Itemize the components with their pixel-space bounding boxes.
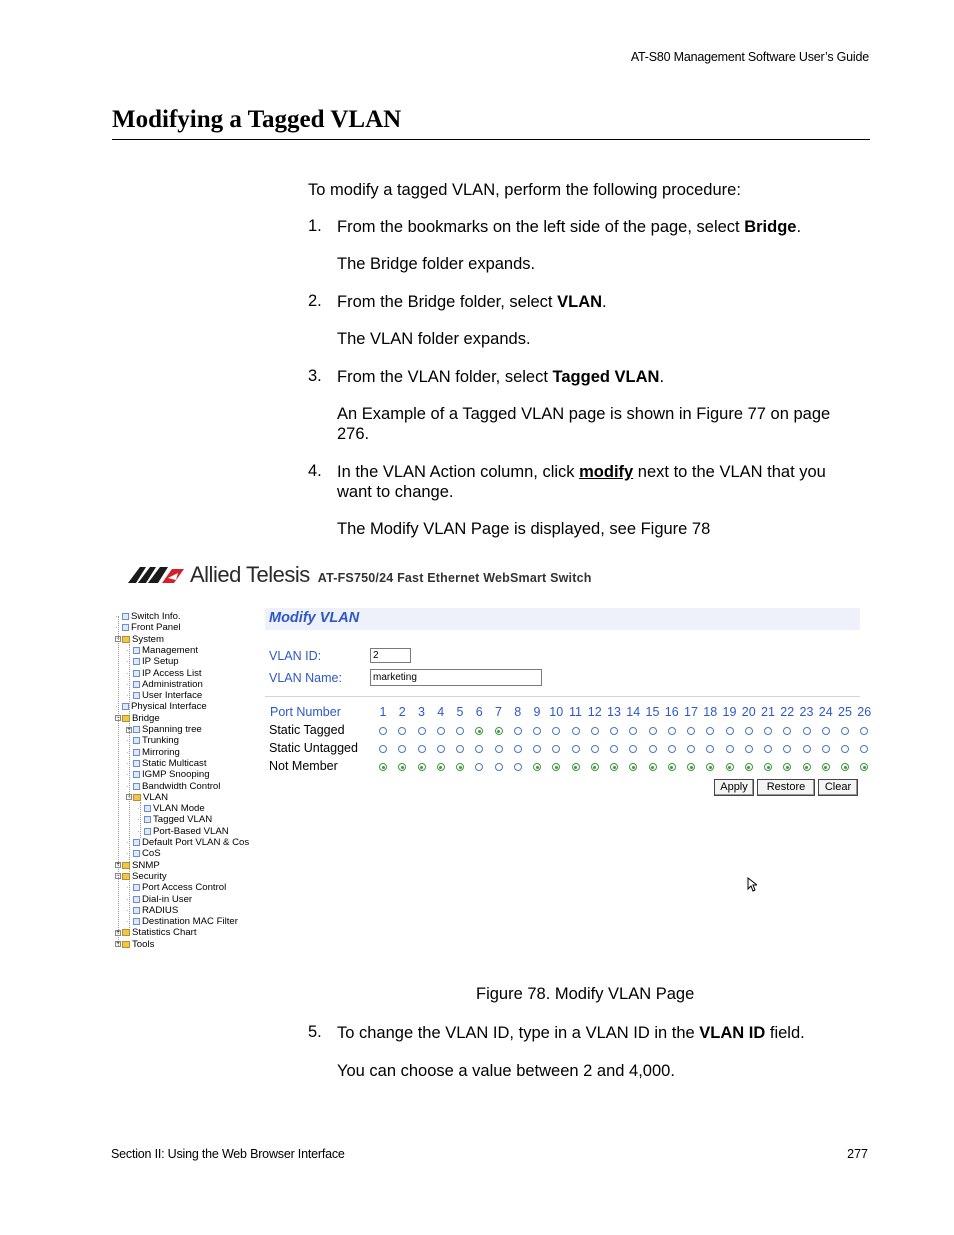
radio-static-untagged-port[interactable] — [475, 745, 483, 753]
apply-button[interactable]: Apply — [714, 779, 754, 796]
tree-item-label: Bridge — [132, 712, 160, 724]
tree-connector: · — [137, 826, 140, 836]
port-number: 26 — [857, 705, 872, 719]
radio-static-tagged-port[interactable] — [629, 727, 637, 735]
radio-static-tagged-port[interactable] — [514, 727, 522, 735]
page-icon — [133, 884, 140, 891]
tree-item-label: IGMP Snooping — [142, 769, 210, 781]
radio-static-untagged-port[interactable] — [398, 745, 406, 753]
running-header: AT-S80 Management Software User’s Guide — [630, 50, 869, 64]
tree-item-label: SNMP — [132, 859, 160, 871]
tree-item-label: Port Access Control — [142, 882, 227, 894]
page-icon — [133, 692, 140, 699]
tree-item-label: Trunking — [142, 735, 179, 747]
radio-static-tagged-port[interactable] — [764, 727, 772, 735]
port-number: 15 — [645, 705, 660, 719]
step-number: 2. — [308, 292, 322, 310]
radio-static-untagged-port[interactable] — [783, 745, 791, 753]
radio-not-member-port[interactable] — [764, 763, 772, 771]
radio-static-tagged-port[interactable] — [860, 727, 868, 735]
tree-item-label: User Interface — [142, 690, 203, 702]
page-icon — [133, 760, 140, 767]
vlan-name-field[interactable] — [370, 669, 542, 686]
title-rule — [112, 139, 870, 140]
folder-icon — [122, 873, 130, 880]
page-icon — [122, 703, 129, 710]
page-icon — [133, 850, 140, 857]
radio-static-tagged-port[interactable] — [398, 727, 406, 735]
clear-button[interactable]: Clear — [818, 779, 858, 796]
tree-item-label: VLAN — [143, 791, 169, 803]
radio-not-member-port[interactable] — [706, 763, 714, 771]
tree-item-vlan-mode[interactable] — [137, 803, 205, 814]
radio-not-member-port[interactable] — [803, 763, 811, 771]
tree-connector: · — [137, 815, 140, 825]
page-number: 277 — [847, 1147, 868, 1161]
tree-connector: · — [126, 645, 129, 655]
page-icon — [133, 896, 140, 903]
tree-item-label: Port-Based VLAN — [153, 825, 229, 837]
radio-not-member-port[interactable] — [610, 763, 618, 771]
tree-connector: · — [126, 917, 129, 927]
tree-item-label: Tagged VLAN — [153, 814, 213, 826]
not-member-label: Not Member — [269, 759, 338, 773]
page-icon — [133, 737, 140, 744]
tree-item-user-interface[interactable] — [126, 690, 202, 701]
page-icon — [133, 749, 140, 756]
radio-not-member-port[interactable] — [591, 763, 599, 771]
radio-static-tagged-port[interactable] — [418, 727, 426, 735]
tree-item-label: Spanning tree — [142, 724, 202, 735]
radio-static-untagged-port[interactable] — [552, 745, 560, 753]
port-number: 18 — [703, 705, 718, 719]
radio-static-untagged-port[interactable] — [860, 745, 868, 753]
radio-not-member-port[interactable] — [841, 763, 849, 771]
tree-item-security[interactable] — [115, 871, 167, 882]
step-emphasis: VLAN ID — [699, 1024, 766, 1042]
step-text — [337, 292, 607, 312]
tree-item-label: Switch Info. — [131, 611, 181, 622]
radio-static-tagged-port[interactable] — [610, 727, 618, 735]
tree-item-label: System — [132, 633, 164, 645]
radio-not-member-port[interactable] — [398, 763, 406, 771]
port-number-label: Port Number — [270, 705, 341, 719]
tree-connector: · — [126, 747, 129, 757]
vlan-name-label: VLAN Name: — [269, 671, 342, 685]
radio-not-member-port[interactable] — [783, 763, 791, 771]
page-icon — [144, 828, 151, 835]
radio-not-member-port[interactable] — [495, 763, 503, 771]
port-number: 2 — [398, 705, 406, 719]
radio-static-untagged-port[interactable] — [572, 745, 580, 753]
port-number: 12 — [587, 705, 602, 719]
step-result: The Bridge folder expands. — [337, 255, 536, 273]
port-number: 21 — [761, 705, 775, 719]
vlan-id-field[interactable] — [370, 648, 411, 663]
tree-item-physical-interface[interactable] — [115, 701, 207, 712]
port-number: 4 — [437, 705, 445, 719]
tree-connector: · — [126, 758, 129, 768]
radio-static-tagged-port[interactable] — [379, 727, 387, 735]
folder-icon — [122, 941, 130, 948]
tree-item-cos[interactable] — [126, 848, 161, 859]
radio-not-member-port[interactable] — [552, 763, 560, 771]
tree-connector: · — [126, 657, 129, 667]
tree-item-trunking[interactable] — [126, 735, 179, 746]
radio-not-member-port[interactable] — [687, 763, 695, 771]
product-name: AT-FS750/24 Fast Ethernet WebSmart Switch — [317, 570, 592, 585]
port-number: 11 — [569, 705, 582, 719]
tree-item-label: RADIUS — [142, 904, 179, 916]
page-icon — [133, 839, 140, 846]
port-number: 14 — [626, 705, 641, 719]
step-result-line: 276. — [337, 425, 370, 443]
tree-item-statistics-chart[interactable] — [115, 927, 197, 938]
radio-not-member-port[interactable] — [379, 763, 387, 771]
radio-not-member-port[interactable] — [822, 763, 830, 771]
port-number: 5 — [456, 705, 464, 719]
radio-static-untagged-port[interactable] — [591, 745, 599, 753]
step-text-part: . — [796, 218, 802, 236]
radio-not-member-port[interactable] — [745, 763, 753, 771]
tree-item-label: Default Port VLAN & Cos — [142, 837, 250, 848]
collapse-icon[interactable]: − — [116, 636, 120, 643]
tree-connector: · — [126, 894, 129, 904]
step-result — [337, 404, 830, 444]
radio-static-untagged-port[interactable] — [514, 745, 522, 753]
step-text-part: From the Bridge folder, select — [337, 293, 558, 311]
expand-icon[interactable]: + — [116, 929, 120, 936]
tree-item-label: VLAN Mode — [153, 803, 205, 815]
tree-connector: · — [126, 838, 129, 847]
step-result: The Modify VLAN Page is displayed, see Figure 78 — [337, 520, 711, 538]
tree-item-label: Physical Interface — [131, 701, 207, 713]
step-emphasis: Bridge — [744, 218, 797, 236]
step-result: You can choose a value between 2 and 4,000. — [337, 1062, 675, 1080]
radio-static-tagged-port[interactable] — [591, 727, 599, 735]
radio-static-untagged-port[interactable] — [726, 745, 734, 753]
tree-connector: · — [126, 770, 129, 780]
tree-connector: · — [115, 623, 118, 633]
tree-item-igmp-snooping[interactable] — [126, 769, 210, 780]
restore-button[interactable]: Restore — [757, 779, 815, 796]
step-text-part: From the bookmarks on the left side of the page, select — [337, 218, 745, 236]
tree-item-administration[interactable] — [126, 679, 203, 690]
tree-item-ip-access-list[interactable] — [126, 668, 202, 679]
radio-static-untagged-port[interactable] — [456, 745, 464, 753]
folder-icon — [122, 715, 130, 722]
step-number: 5. — [308, 1023, 322, 1041]
step-text-part: next to the VLAN that you — [633, 463, 826, 481]
tree-item-radius[interactable] — [126, 905, 178, 916]
tree-connector: · — [137, 804, 140, 814]
radio-static-tagged-port[interactable] — [803, 727, 811, 735]
radio-static-untagged-port[interactable] — [533, 745, 541, 753]
step-text — [337, 462, 826, 502]
tree-item-tagged-vlan[interactable] — [137, 814, 212, 825]
radio-static-untagged-port[interactable] — [629, 745, 637, 753]
radio-not-member-port[interactable] — [514, 763, 522, 771]
tree-item-label: Tools — [132, 938, 155, 950]
vendor-logo — [126, 563, 592, 587]
radio-static-untagged-port[interactable] — [418, 745, 426, 753]
step-result-line: An Example of a Tagged VLAN page is shown in Figure 77 on page — [337, 405, 831, 423]
tree-item-system[interactable] — [115, 634, 164, 645]
page-icon — [122, 613, 129, 620]
page-icon — [133, 918, 140, 925]
radio-not-member-port[interactable] — [726, 763, 734, 771]
tree-item-label: Statistics Chart — [132, 927, 197, 939]
radio-not-member-port[interactable] — [572, 763, 580, 771]
tree-connector: · — [115, 702, 118, 712]
page-icon — [133, 670, 140, 677]
divider — [265, 696, 860, 697]
expand-icon[interactable]: + — [127, 726, 131, 733]
port-number: 20 — [741, 705, 756, 719]
page-title: Modify VLAN — [269, 610, 360, 626]
radio-not-member-port[interactable] — [649, 763, 657, 771]
step-text-line: want to change. — [337, 483, 454, 501]
radio-static-untagged-port[interactable] — [745, 745, 753, 753]
tree-connector: · — [126, 736, 129, 746]
mouse-pointer-icon — [747, 877, 757, 892]
radio-static-tagged-port[interactable] — [668, 727, 676, 735]
static-untagged-label: Static Untagged — [269, 741, 358, 755]
tree-item-ip-setup[interactable] — [126, 656, 179, 667]
tree-item-label: IP Access List — [142, 667, 202, 679]
port-number: 13 — [607, 705, 621, 719]
step-number: 1. — [308, 217, 322, 235]
radio-static-tagged-port[interactable] — [495, 727, 503, 735]
intro-text: To modify a tagged VLAN, perform the following procedure: — [308, 181, 741, 199]
radio-not-member-port[interactable] — [456, 763, 464, 771]
radio-static-tagged-port[interactable] — [437, 727, 445, 735]
radio-not-member-port[interactable] — [418, 763, 426, 771]
tree-item-label: Mirroring — [142, 746, 180, 758]
allied-telesis-mark-icon — [126, 566, 186, 584]
collapse-icon[interactable]: − — [127, 794, 131, 801]
radio-static-tagged-port[interactable] — [456, 727, 464, 735]
tree-guide-line — [118, 616, 119, 946]
tree-item-label: Destination MAC Filter — [142, 916, 238, 928]
tree-connector: · — [126, 668, 129, 678]
port-number: 8 — [514, 705, 522, 719]
step-result: The VLAN folder expands. — [337, 330, 531, 348]
radio-not-member-port[interactable] — [437, 763, 445, 771]
port-number: 17 — [684, 705, 698, 719]
port-number: 16 — [664, 705, 679, 719]
tree-item-front-panel[interactable] — [115, 622, 181, 633]
page-icon — [133, 658, 140, 665]
radio-static-tagged-port[interactable] — [687, 727, 695, 735]
radio-static-untagged-port[interactable] — [379, 745, 387, 753]
page-icon — [133, 647, 140, 654]
tree-item-static-multicast[interactable] — [126, 758, 207, 769]
radio-not-member-port[interactable] — [629, 763, 637, 771]
tree-item-label: CoS — [142, 848, 161, 860]
step-text-part: . — [602, 293, 607, 311]
radio-not-member-port[interactable] — [475, 763, 483, 771]
vlan-id-label: VLAN ID: — [269, 649, 322, 663]
tree-connector: · — [126, 883, 129, 893]
step-text — [337, 217, 801, 237]
radio-static-tagged-port[interactable] — [822, 727, 830, 735]
tree-item-label: Dial-in User — [142, 893, 193, 905]
tree-item-label: IP Setup — [142, 656, 179, 668]
step-text-part: To change the VLAN ID, type in a VLAN ID in the — [337, 1024, 700, 1042]
step-text-part: From the VLAN folder, select — [337, 368, 553, 386]
tree-connector: · — [126, 679, 129, 689]
expand-icon[interactable]: + — [116, 862, 120, 869]
step-emphasis: VLAN — [557, 293, 603, 311]
step-text-part: field. — [765, 1024, 805, 1042]
tree-item-spanning-tree[interactable] — [126, 724, 202, 735]
page-icon — [133, 907, 140, 914]
page-icon — [133, 771, 140, 778]
tree-item-vlan[interactable] — [126, 792, 168, 803]
radio-static-untagged-port[interactable] — [803, 745, 811, 753]
tree-item-dial-in-user[interactable] — [126, 894, 192, 905]
radio-static-tagged-port[interactable] — [552, 727, 560, 735]
folder-icon — [122, 636, 130, 643]
radio-static-untagged-port[interactable] — [706, 745, 714, 753]
radio-static-tagged-port[interactable] — [706, 727, 714, 735]
radio-static-tagged-port[interactable] — [533, 727, 541, 735]
modify-link[interactable]: modify — [579, 463, 634, 481]
step-text-part: In the VLAN Action column, click — [337, 463, 580, 481]
tree-item-mirroring[interactable] — [126, 747, 180, 758]
folder-icon — [122, 929, 130, 936]
page-icon — [133, 681, 140, 688]
radio-static-untagged-port[interactable] — [841, 745, 849, 753]
port-number: 23 — [799, 705, 814, 719]
radio-static-untagged-port[interactable] — [764, 745, 772, 753]
radio-not-member-port[interactable] — [860, 763, 868, 771]
folder-icon — [122, 862, 130, 869]
radio-static-tagged-port[interactable] — [726, 727, 734, 735]
port-number: 24 — [818, 705, 833, 719]
radio-static-tagged-port[interactable] — [745, 727, 753, 735]
tree-item-label: Bandwidth Control — [142, 780, 221, 792]
tree-item-bridge[interactable] — [115, 713, 160, 724]
step-text — [337, 1023, 805, 1043]
tree-item-destination-mac-filter[interactable] — [126, 916, 238, 927]
page-icon — [133, 783, 140, 790]
radio-static-untagged-port[interactable] — [437, 745, 445, 753]
tree-item-label: Security — [132, 870, 167, 882]
tree-item-switch-info[interactable] — [115, 611, 181, 622]
radio-static-untagged-port[interactable] — [822, 745, 830, 753]
step-number: 3. — [308, 367, 322, 385]
tree-item-port-access-control[interactable] — [126, 882, 226, 893]
step-text — [337, 367, 664, 387]
step-text-part: . — [659, 368, 665, 386]
radio-static-untagged-port[interactable] — [668, 745, 676, 753]
radio-static-untagged-port[interactable] — [649, 745, 657, 753]
radio-static-tagged-port[interactable] — [649, 727, 657, 735]
static-tagged-label: Static Tagged — [269, 723, 345, 737]
step-number: 4. — [308, 462, 322, 480]
tree-item-label: Static Multicast — [142, 757, 207, 769]
tree-item-tools[interactable] — [115, 939, 154, 950]
section-title: Modifying a Tagged VLAN — [112, 106, 402, 133]
radio-static-untagged-port[interactable] — [687, 745, 695, 753]
tree-item-bandwidth-control[interactable] — [126, 781, 220, 792]
tree-connector: · — [126, 691, 129, 701]
radio-static-untagged-port[interactable] — [610, 745, 618, 753]
port-number: 19 — [722, 705, 737, 719]
figure-caption: Figure 78. Modify VLAN Page — [476, 985, 695, 1003]
port-number: 9 — [533, 705, 541, 719]
port-number: 6 — [475, 705, 483, 719]
tree-item-label: Administration — [142, 678, 203, 690]
collapse-icon[interactable]: − — [116, 873, 120, 880]
step-emphasis: Tagged VLAN — [552, 368, 660, 386]
folder-icon — [133, 794, 141, 801]
radio-static-tagged-port[interactable] — [841, 727, 849, 735]
radio-static-tagged-port[interactable] — [475, 727, 483, 735]
tree-connector: · — [126, 849, 129, 859]
port-number: 3 — [418, 705, 425, 719]
radio-static-untagged-port[interactable] — [495, 745, 503, 753]
tree-item-port-based-vlan[interactable] — [137, 826, 229, 837]
expand-icon[interactable]: + — [116, 941, 120, 948]
logo-text: Allied Telesis — [190, 562, 310, 587]
collapse-icon[interactable]: − — [116, 715, 120, 722]
radio-not-member-port[interactable] — [533, 763, 541, 771]
tree-item-default-port-vlan-cos[interactable] — [126, 837, 249, 848]
port-number: 25 — [838, 705, 852, 719]
port-number: 22 — [780, 705, 795, 719]
tree-connector: · — [126, 905, 129, 915]
page-icon — [133, 726, 140, 733]
tree-item-management[interactable] — [126, 645, 198, 656]
port-number: 1 — [379, 705, 387, 719]
port-number: 10 — [549, 705, 564, 719]
tree-connector: · — [115, 612, 118, 621]
radio-static-tagged-port[interactable] — [572, 727, 580, 735]
radio-static-tagged-port[interactable] — [783, 727, 791, 735]
radio-not-member-port[interactable] — [668, 763, 676, 771]
port-number: 7 — [495, 705, 502, 719]
tree-item-label: Front Panel — [131, 622, 181, 634]
page-icon — [122, 624, 129, 631]
page-icon — [144, 805, 151, 812]
footer-section: Section II: Using the Web Browser Interface — [111, 1147, 345, 1161]
tree-item-snmp[interactable] — [115, 860, 160, 871]
page-icon — [144, 816, 151, 823]
tree-item-label: Management — [142, 644, 198, 656]
tree-connector: · — [126, 781, 129, 791]
